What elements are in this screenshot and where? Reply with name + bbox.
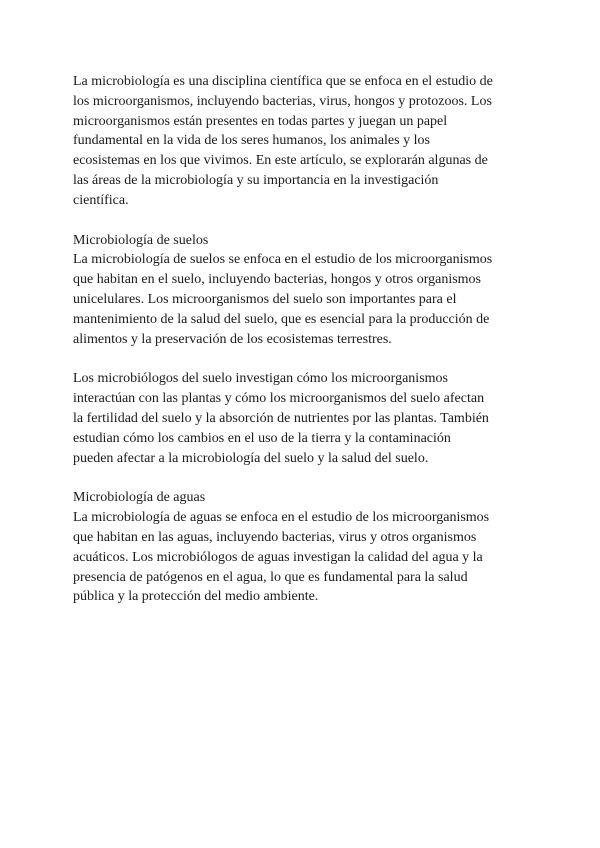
text-line: mantenimiento de la salud del suelo, que es esencial para la producción de xyxy=(73,311,490,327)
text-line: ecosistemas en los que vivimos. En este artículo, se explorarán algunas de xyxy=(73,153,488,169)
text-line: unicelulares. Los microorganismos del suelo son importantes para el xyxy=(73,291,457,307)
text-line: La microbiología de aguas se enfoca en el estudio de los microorganismos xyxy=(73,510,490,526)
text-line: fundamental en la vida de los seres humanos, los animales y los xyxy=(73,133,430,149)
text-line: que habitan en el suelo, incluyendo bacterias, hongos y otros organismos xyxy=(73,272,481,288)
text-line: científica. xyxy=(73,192,129,208)
text-line: la fertilidad del suelo y la absorción de nutrientes por las plantas. También xyxy=(73,410,489,426)
text-line: alimentos y la preservación de los ecosistemas terrestres. xyxy=(73,331,392,347)
text-line: Los microbiólogos del suelo investigan cómo los microorganismos xyxy=(73,371,448,387)
text-line: los microorganismos, incluyendo bacterias, virus, hongos y protozoos. Los xyxy=(73,93,492,109)
soil-paragraph-2 xyxy=(73,369,533,468)
soil-section xyxy=(73,231,533,350)
section-heading: Microbiología de aguas xyxy=(73,490,206,506)
text-line: acuáticos. Los microbiólogos de aguas investigan la calidad del agua y la xyxy=(73,549,483,565)
text-line: pueden afectar a la microbiología del suelo y la salud del suelo. xyxy=(73,450,429,466)
text-line: pública y la protección del medio ambiente. xyxy=(73,589,319,605)
text-line: interactúan con las plantas y cómo los microorganismos del suelo afectan xyxy=(73,391,485,407)
text-line: estudian cómo los cambios en el uso de la tierra y la contaminación xyxy=(73,430,451,446)
water-paragraph-1 xyxy=(73,508,533,607)
text-line: La microbiología de suelos se enfoca en el estudio de los microorganismos xyxy=(73,252,493,268)
text-line: las áreas de la microbiología y su importancia en la investigación xyxy=(73,172,439,188)
text-line: que habitan en las aguas, incluyendo bacterias, virus y otros organismos xyxy=(73,529,477,545)
text-line: La microbiología es una disciplina científica que se enfoca en el estudio de xyxy=(73,74,493,89)
water-section xyxy=(73,488,533,607)
section-heading: Microbiología de suelos xyxy=(73,232,209,248)
document-page xyxy=(73,72,533,627)
text-line: presencia de patógenos en el agua, lo que es fundamental para la salud xyxy=(73,569,468,585)
intro-paragraph xyxy=(73,72,533,211)
soil-paragraph-1 xyxy=(73,250,533,349)
text-line: microorganismos están presentes en todas partes y juegan un papel xyxy=(73,113,448,129)
